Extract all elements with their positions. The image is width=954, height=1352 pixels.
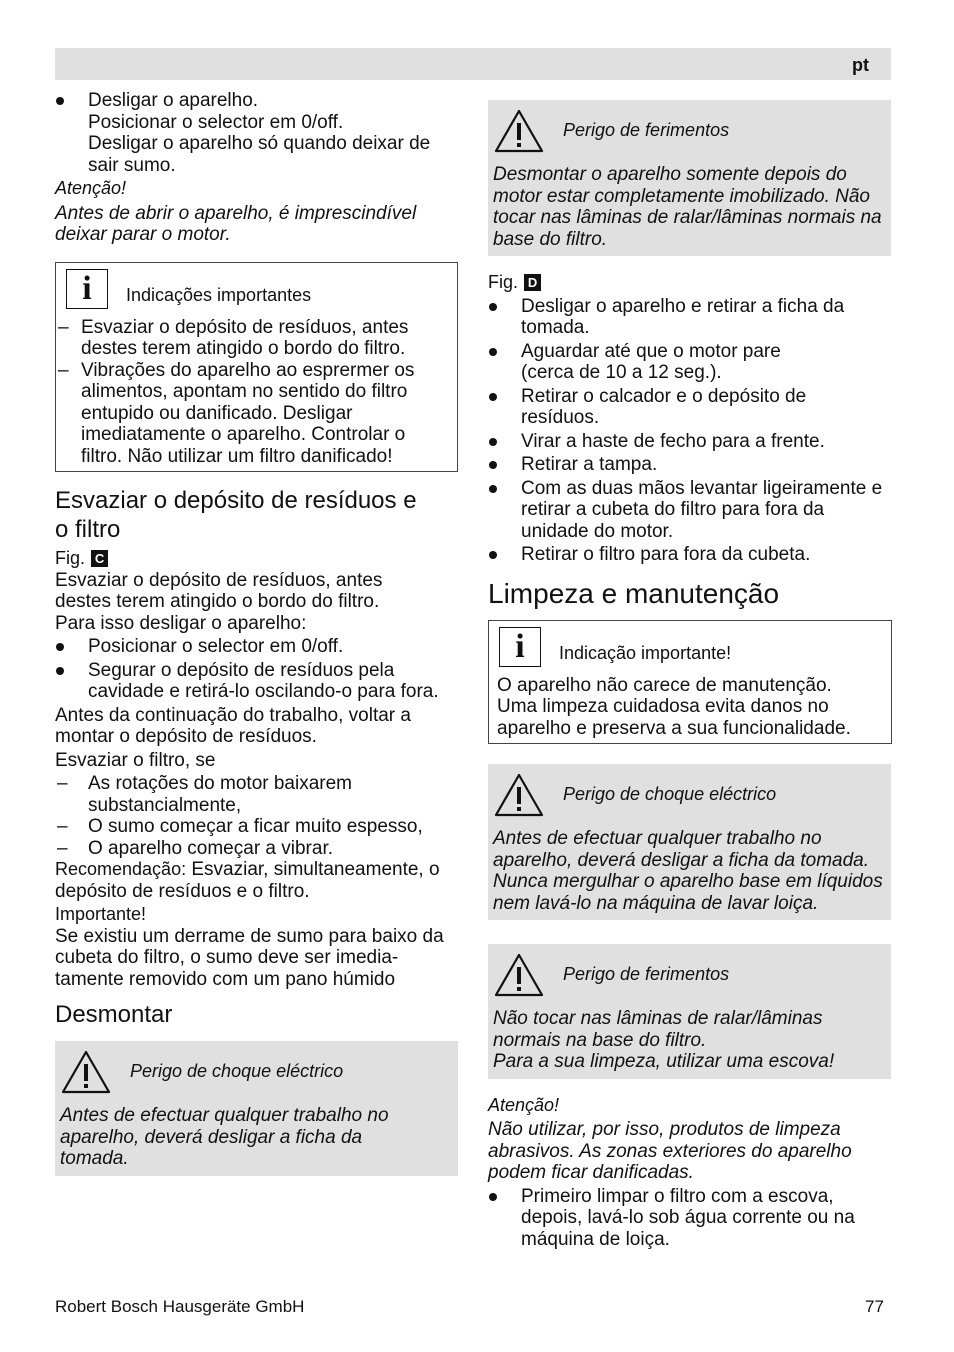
figure-reference — [488, 272, 892, 294]
left-column — [55, 90, 459, 1176]
info-box-header — [489, 627, 891, 675]
section-heading: Limpeza e manutenção — [488, 577, 780, 609]
list-item — [55, 90, 459, 112]
info-item: – Vibrações do aparelho ao esprermer os alimentos, apontam no sentido do filtro entupido ou danificado. Desligar imediatamente o aparelho. Controlar o filtro. Não utilizar um filtro danificado! — [56, 360, 436, 468]
text: . — [337, 636, 344, 657]
list-item: Virar a haste de fecho para a frente. — [488, 431, 892, 453]
attention-text: Antes de abrir o aparelho, é imprescindível deixar parar o motor. — [55, 202, 417, 245]
section-heading: Esvaziar o depósito de resíduos e o filtro — [55, 487, 417, 543]
figure-label: Fig. — [55, 548, 86, 568]
page-number: 77 — [865, 1297, 884, 1316]
warning-triangle-icon — [493, 108, 545, 154]
info-box-header — [56, 269, 457, 317]
text: Posicionar o selector em — [88, 111, 302, 133]
selector-value: 0/off — [301, 111, 338, 133]
warning-box-header — [493, 952, 886, 1008]
list-item: Retirar o filtro para fora da cubeta. — [488, 544, 892, 566]
warning-text: Para a sua limpeza, utilizar uma escova! — [493, 1051, 835, 1072]
warning-title: Perigo de ferimentos — [563, 120, 730, 141]
warning-box — [488, 944, 891, 1079]
warning-triangle-icon — [60, 1049, 112, 1095]
paragraph: Esvaziar o depósito de resíduos, antes destes terem atingido o bordo do filtro. — [55, 569, 383, 612]
list-item — [55, 636, 459, 658]
warning-title: Perigo de choque eléctrico — [130, 1061, 344, 1082]
header-band — [55, 48, 891, 80]
paragraph: Para isso desligar o aparelho: — [55, 612, 307, 634]
list-item: Com as duas mãos levantar ligeiramente e retirar a cubeta do filtro para fora da unidade do motor. — [488, 478, 891, 543]
selector-value: 0/off — [301, 636, 338, 657]
info-box — [55, 262, 458, 473]
dash-item: – O aparelho começar a vibrar. — [55, 838, 459, 860]
attention-label: Atenção! — [488, 1094, 560, 1115]
dash-item: – As rotações do motor baixarem substancialmente, — [55, 773, 385, 816]
list-item: Aguardar até que o motor pare (cerca de 10 a 12 seg.). — [488, 341, 808, 384]
warning-triangle-icon — [493, 772, 545, 818]
list-item-text: Desligar o aparelho. — [88, 90, 259, 111]
list-item: Segurar o depósito de resíduos pela cavidade e retirá-lo oscilando-o para fora. — [55, 660, 459, 703]
list-item-continuation — [55, 112, 459, 134]
text: . — [337, 111, 344, 133]
section-heading: Desmontar — [55, 1001, 173, 1028]
paragraph: Esvaziar o filtro, se — [55, 749, 216, 771]
warning-box-header — [493, 772, 886, 828]
important-label: Importante! — [55, 904, 147, 924]
recommendation-text: Esvaziar, simultaneamente, o depósito de resíduos e o filtro. — [55, 859, 440, 902]
warning-text: Antes de efectuar qualquer trabalho no aparelho, deverá desligar a ficha da tomada. Nunca mergulhar o aparelho base em líquidos nem lavá-lo na máquina de lavar loiça. — [493, 828, 883, 914]
figure-label: Fig. — [488, 272, 519, 292]
important-text: Se existiu um derrame de sumo para baixo da cubeta do filtro, o sumo deve ser imedia-tamente removido com um pano húmido — [55, 925, 444, 990]
dash-item: – O sumo começar a ficar muito espesso, — [55, 816, 459, 838]
warning-box — [488, 764, 891, 920]
list-item: Retirar a tampa. — [488, 454, 892, 476]
warning-text: Não tocar nas lâminas de ralar/lâminas normais na base do filtro. — [493, 1008, 823, 1051]
recommendation-label: Recomendação: — [55, 859, 187, 879]
info-box — [488, 620, 892, 745]
attention-text: Não utilizar, por isso, produtos de limpeza abrasivos. As zonas exteriores do aparelho podem ficar danificadas. — [488, 1119, 852, 1183]
recommendation — [55, 859, 459, 902]
warning-box — [55, 1041, 458, 1176]
footer-company: Robert Bosch Hausgeräte GmbH — [55, 1297, 305, 1316]
right-column — [488, 100, 892, 1250]
warning-box-header — [60, 1049, 453, 1105]
figure-reference — [55, 548, 459, 570]
figure-letter-badge: C — [91, 550, 108, 567]
warning-title: Perigo de ferimentos — [563, 964, 730, 985]
figure-letter-badge: D — [524, 274, 541, 291]
list-item: Primeiro limpar o filtro com a escova, depois, lavá-lo sob água corrente ou na máquina de loiça. — [488, 1186, 868, 1251]
list-item-continuation: Desligar o aparelho só quando deixar de sair sumo. — [88, 133, 431, 176]
info-icon: i — [66, 269, 108, 309]
warning-title: Perigo de choque eléctrico — [563, 784, 777, 805]
list-item: Desligar o aparelho e retirar a ficha da tomada. — [488, 296, 848, 339]
warning-text: Desmontar o aparelho somente depois do motor estar completamente imobilizado. Não tocar nas lâminas de ralar/lâminas normais na base do filtro. — [493, 164, 882, 250]
list-item: Retirar o calcador e o depósito de resíduos. — [488, 386, 808, 429]
warning-box-header — [493, 108, 886, 164]
info-box-title: Indicações importantes — [126, 285, 312, 305]
attention-label: Atenção! — [55, 178, 127, 198]
warning-triangle-icon — [493, 952, 545, 998]
warning-text: Antes de efectuar qualquer trabalho no aparelho, deverá desligar a ficha da tomada. — [60, 1105, 389, 1169]
paragraph: Antes da continuação do trabalho, voltar a montar o depósito de resíduos. — [55, 704, 411, 747]
info-icon: i — [499, 627, 541, 667]
warning-box — [488, 100, 891, 256]
info-item: – Esvaziar o depósito de resíduos, antes destes terem atingido o bordo do filtro. — [56, 317, 446, 360]
language-code: pt — [852, 55, 869, 75]
text: Posicionar o selector em — [88, 636, 302, 657]
info-text: O aparelho não carece de manutenção. Uma limpeza cuidadosa evita danos no aparelho e preserva a sua funcionalidade. — [497, 674, 851, 739]
info-box-title: Indicação importante! — [559, 643, 732, 663]
